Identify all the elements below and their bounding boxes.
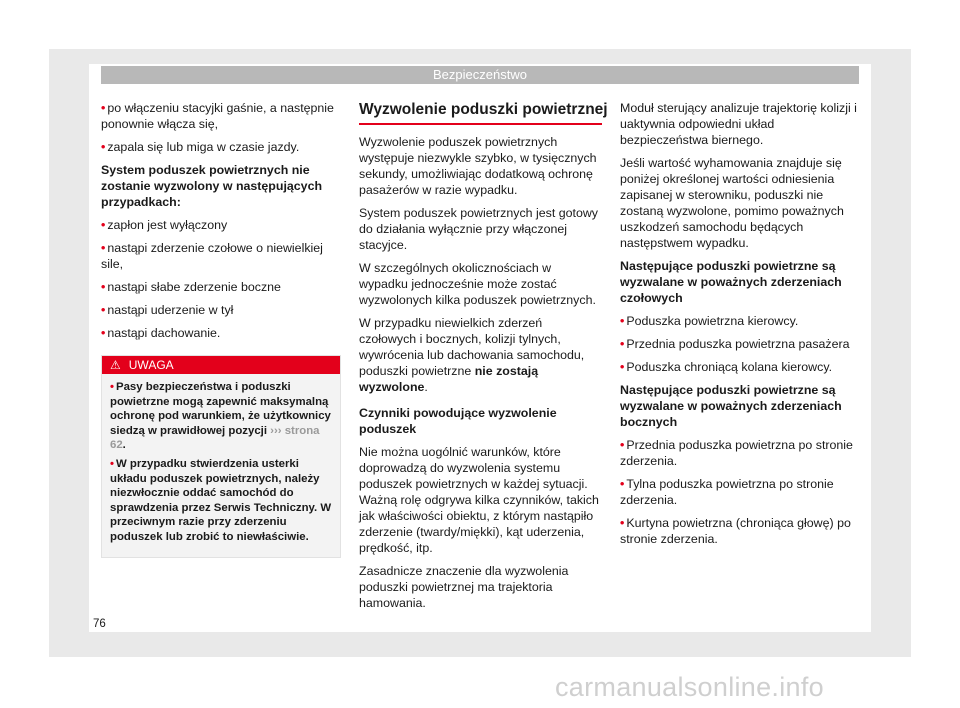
warning-body: [102, 374, 340, 545]
warning-triangle-icon: ⚠: [110, 358, 121, 372]
bullet-dot-icon: •: [620, 314, 625, 328]
bullet-dot-icon: •: [620, 337, 625, 351]
bullet-dot-icon: •: [620, 477, 625, 491]
section-heading: Następujące poduszki powietrzne są wyzwalane w poważnych zderzeniach bocznych: [620, 383, 842, 429]
list-item: • Poduszka chroniącą kolana kierowcy.: [620, 360, 833, 374]
list-item: • zapłon jest wyłączony: [101, 218, 228, 232]
paragraph: W przypadku niewielkich zderzeń czołowych i bocznych, kolizji tylnych, wywrócenia lub dachowania samochodu, poduszki powietrzne nie zostają wyzwolone.: [359, 316, 585, 394]
list-item: • Przednia poduszka powietrzna po stronie zderzenia.: [620, 438, 853, 468]
page-reference-link[interactable]: ››› strona 62: [110, 424, 320, 452]
list-item: • nastąpi dachowanie.: [101, 326, 221, 340]
paragraph: W szczególnych okolicznościach w wypadku jednocześnie może zostać wyzwolonych kilka poduszek powietrznych.: [359, 261, 596, 307]
warning-header: [102, 356, 340, 374]
list-item: • nastąpi uderzenie w tył: [101, 303, 234, 317]
list-item: • Tylna poduszka powietrzna po stronie zderzenia.: [620, 477, 834, 507]
paragraph: System poduszek powietrznych jest gotowy do działania wyłącznie przy włączonej stacyjce.: [359, 206, 598, 252]
page-header: Bezpieczeństwo: [101, 66, 859, 84]
bullet-dot-icon: •: [101, 101, 106, 115]
column-middle: [359, 100, 608, 618]
section-heading: System poduszek powietrznych nie zostanie wyzwolony w następujących przypadkach:: [101, 163, 323, 209]
bullet-dot-icon: •: [620, 438, 625, 452]
paragraph: Zasadnicze znaczenie dla wyzwolenia poduszki powietrznej ma trajektoria hamowania.: [359, 564, 569, 610]
column-right: [620, 100, 863, 554]
list-item: • Kurtyna powietrzna (chroniąca głowę) po stronie zderzenia.: [620, 516, 851, 546]
list-item: • nastąpi zderzenie czołowe o niewielkiej sile,: [101, 241, 323, 271]
column-left: [101, 100, 341, 558]
list-item: • Poduszka powietrzna kierowcy.: [620, 314, 799, 328]
paragraph: Wyzwolenie poduszek powietrznych występuje niezwykle szybko, w tysięcznych sekundy, umożliwiając dodatkową ochronę pasażerów w razie wypadku.: [359, 135, 597, 197]
bullet-dot-icon: •: [110, 381, 114, 393]
bullet-dot-icon: •: [101, 303, 106, 317]
section-heading: Następujące poduszki powietrzne są wyzwalane w poważnych zderzeniach czołowych: [620, 259, 842, 305]
page-number: 76: [93, 618, 106, 630]
list-item: • Przednia poduszka powietrzna pasażera: [620, 337, 850, 351]
warning-item: • Pasy bezpieczeństwa i poduszki powietrzne mogą zapewnić maksymalną ochronę pod warunkiem, że użytkownicy siedzą w prawidłowej pozycji ››› strona 62.: [110, 381, 331, 452]
warning-box: [101, 355, 341, 558]
bullet-dot-icon: •: [101, 218, 106, 232]
section-heading: Czynniki powodujące wyzwolenie poduszek: [359, 406, 557, 436]
list-item: • zapala się lub miga w czasie jazdy.: [101, 140, 300, 154]
list-item: • nastąpi słabe zderzenie boczne: [101, 280, 281, 294]
warning-item: • W przypadku stwierdzenia usterki układu poduszek powietrznych, należy niezwłocznie oddać samochód do sprawdzenia przez Serwis Techniczny. W przeciwnym razie przy zderzeniu poduszek lub zrobić to niewłaściwie.: [110, 457, 332, 543]
bullet-dot-icon: •: [620, 516, 625, 530]
warning-title: UWAGA: [128, 358, 174, 372]
bullet-dot-icon: •: [101, 280, 106, 294]
section-title: Wyzwolenie poduszki powietrznej: [359, 100, 602, 125]
paragraph: Jeśli wartość wyhamowania znajduje się poniżej określonej wartości odniesienia zapisanej w sterowniku, poduszki nie zostaną wyzwolone, pomimo poważnych uszkodzeń samochodu będących następstwem wypadku.: [620, 156, 844, 250]
bullet-dot-icon: •: [620, 360, 625, 374]
bullet-dot-icon: •: [101, 140, 106, 154]
bullet-dot-icon: •: [110, 457, 114, 470]
paragraph: Moduł sterujący analizuje trajektorię kolizji i uaktywnia odpowiedni układ bezpieczeństwa biernego.: [620, 101, 857, 147]
paragraph: Nie można uogólnić warunków, które doprowadzą do wyzwolenia systemu poduszek powietrznych w każdej sytuacji. Ważną rolę odgrywa kilka czynników, takich jak właściwości obiektu, z którym nastąpiło zderzenie (twardy/miękki), kąt uderzenia, prędkość, itp.: [359, 445, 599, 555]
watermark: carmanualsonline.info: [555, 672, 824, 702]
bullet-dot-icon: •: [101, 326, 106, 340]
list-item: • po włączeniu stacyjki gaśnie, a następnie ponownie włącza się,: [101, 101, 334, 131]
bullet-dot-icon: •: [101, 241, 106, 255]
